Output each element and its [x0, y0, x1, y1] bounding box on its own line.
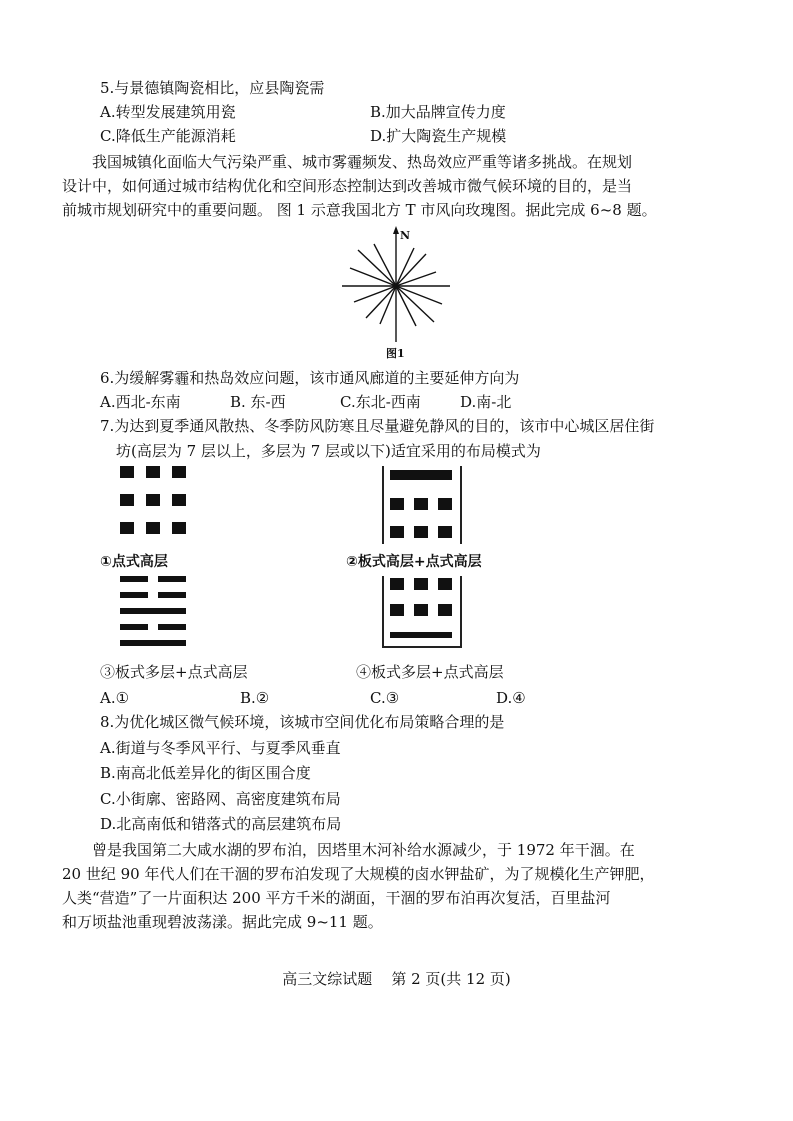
layout-4-label: ④板式多层+点式高层	[356, 663, 504, 681]
q8-stem: 8.为优化城区微气候环境，该城市空间优化布局策略合理的是	[100, 713, 505, 731]
north-label: N	[400, 229, 411, 242]
wind-rose-figure	[336, 224, 456, 364]
q7-stem-line-2: 坊(高层为 7 层以上，多层为 7 层或以下)适宜采用的布局模式为	[116, 442, 541, 460]
q6-stem: 6.为缓解雾霾和热岛效应问题，该市通风廊道的主要延伸方向为	[100, 369, 520, 387]
q8-option-a: A.街道与冬季风平行、与夏季风垂直	[100, 739, 341, 757]
q6-option-d: D.南-北	[460, 393, 512, 411]
q7-option-c: C.③	[370, 689, 400, 707]
north-arrow-icon	[393, 226, 399, 234]
passage1-line-2: 设计中，如何通过城市结构优化和空间形态控制达到改善城市微气候环境的目的，是当	[62, 177, 633, 195]
q7-option-d: D.④	[496, 689, 526, 707]
q5-option-d: D.扩大陶瓷生产规模	[370, 127, 507, 145]
passage2-line-1: 曾是我国第二大咸水湖的罗布泊，因塔里木河补给水源减少，于 1972 年干涸。在	[92, 841, 635, 859]
layout-2-label: ②板式高层+点式高层	[346, 554, 482, 570]
passage2-line-4: 和万顷盐池重现碧波荡漾。据此完成 9~11 题。	[62, 913, 383, 931]
figure1-caption: 图1	[386, 347, 405, 360]
passage2-line-3: 人类“营造”了一片面积达 200 平方千米的湖面，干涸的罗布泊再次复活，百里盐河	[62, 889, 611, 907]
passage1-line-1: 我国城镇化面临大气污染严重、城市雾霾频发、热岛效应严重等诸多挑战。在规划	[92, 153, 633, 171]
passage-lop-nur	[62, 838, 742, 934]
q8-option-c: C.小街廓、密路网、高密度建筑布局	[100, 790, 341, 808]
q7-stem-line-1: 7.为达到夏季通风散热、冬季防风防寒且尽量避免静风的目的，该市中心城区居住街	[100, 417, 655, 435]
layout-3-label: ③板式多层+点式高层	[100, 663, 248, 681]
passage-urban-climate	[62, 150, 742, 222]
q7-option-a: A.①	[100, 689, 130, 707]
q6-option-c: C.东北-西南	[340, 393, 421, 411]
q5-option-a: A.转型发展建筑用瓷	[100, 103, 236, 121]
q6-option-b: B. 东-西	[230, 393, 286, 411]
layout-1-label: ①点式高层	[100, 554, 168, 570]
passage2-line-2: 20 世纪 90 年代人们在干涸的罗布泊发现了大规模的卤水钾盐矿，为了规模化生产钾肥，	[62, 865, 655, 883]
q6-option-a: A.西北-东南	[100, 393, 181, 411]
q5-option-c: C.降低生产能源消耗	[100, 127, 236, 145]
page-footer: 高三文综试题 第 2 页(共 12 页)	[282, 970, 511, 988]
q8-option-b: B.南高北低差异化的街区围合度	[100, 764, 311, 782]
passage1-line-3: 前城市规划研究中的重要问题。 图 1 示意我国北方 T 市风向玫瑰图。据此完成 6~8 题。	[62, 201, 657, 219]
q7-option-b: B.②	[240, 689, 270, 707]
q8-option-d: D.北高南低和错落式的高层建筑布局	[100, 815, 342, 833]
q5-stem: 5.与景德镇陶瓷相比，应县陶瓷需	[100, 79, 325, 97]
q5-option-b: B.加大品牌宣传力度	[370, 103, 506, 121]
